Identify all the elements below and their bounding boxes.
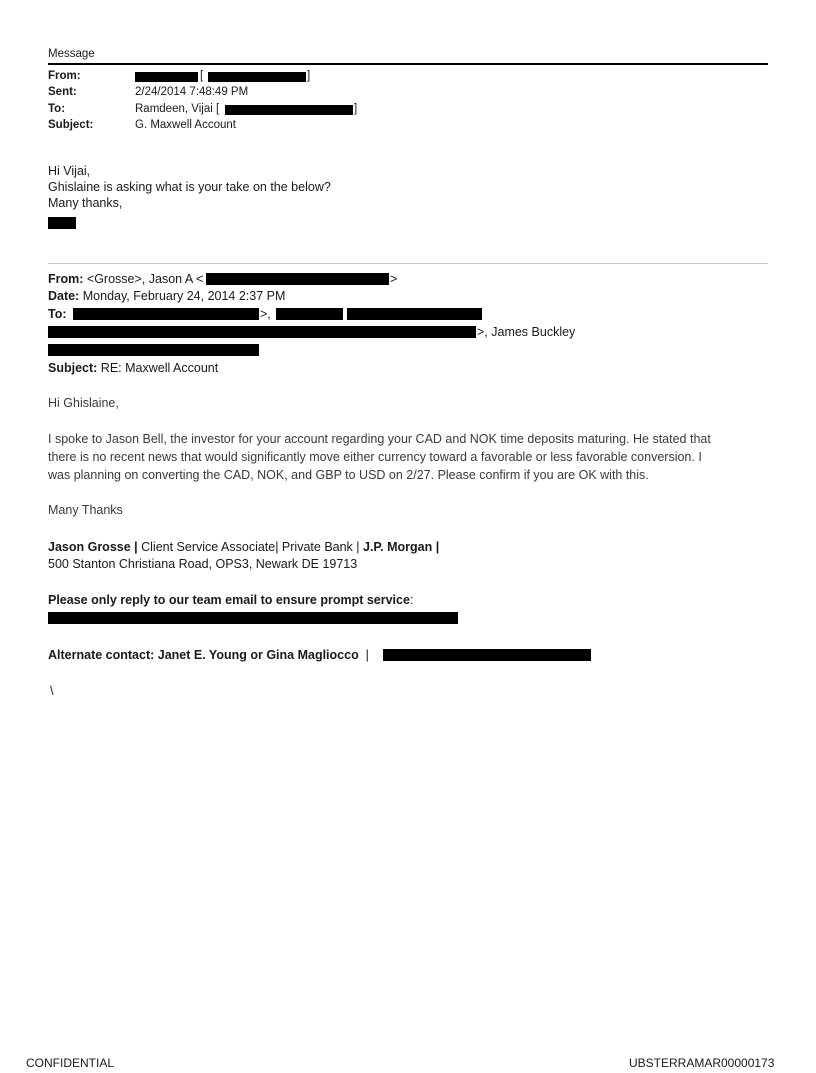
to-label: To: — [48, 103, 66, 115]
signature-line — [48, 540, 439, 554]
sig-role: Client Service Associate| Private Bank | — [137, 540, 363, 554]
fwd-to-james: >, James Buckley — [477, 325, 576, 339]
first-message-line: Ghislaine is asking what is your take on the below? — [48, 180, 331, 194]
alt-sep: | — [365, 648, 369, 662]
sig-name: Jason Grosse | — [48, 540, 138, 554]
fwd-from-label: From: — [48, 272, 84, 286]
subject-label: Subject: — [48, 119, 94, 131]
redaction-to-email — [225, 105, 353, 115]
redaction-fwd-to-3 — [347, 308, 482, 320]
reply-note: Please only reply to our team email to ensure prompt service — [48, 593, 410, 607]
redaction-from-email — [208, 72, 306, 82]
fwd-from-close: > — [390, 272, 398, 286]
redaction-fwd-to-2 — [276, 308, 343, 320]
fwd-subject-label: Subject: — [48, 361, 98, 375]
body-line-3: was planning on converting the CAD, NOK, and GBP to USD on 2/27. Please confirm if you are OK with this. — [48, 468, 649, 482]
to-bracket-close: ] — [354, 103, 358, 115]
body-line-1: I spoke to Jason Bell, the investor for your account regarding your CAD and NOK time deposits maturing. He stated that — [48, 432, 711, 446]
fwd-from-line — [48, 272, 203, 286]
fwd-to-line — [48, 307, 67, 321]
fwd-date-label: Date: — [48, 289, 80, 303]
from-bracket-close: ] — [307, 70, 311, 82]
fwd-date-line — [48, 289, 285, 303]
greeting-vijai: Hi Vijai, — [48, 164, 91, 178]
body-line-2: there is no recent news that would significantly move either currency toward a favorable or less favorable conversion. I — [48, 450, 702, 464]
redaction-alt-email — [383, 649, 591, 661]
alt-contact: Alternate contact: Janet E. Young or Gina Magliocco — [48, 648, 359, 662]
fwd-subject-line — [48, 361, 218, 375]
fwd-to-sep: >, — [260, 307, 271, 321]
stray-backslash: \ — [50, 684, 54, 698]
footer-confidential: CONFIDENTIAL — [26, 1056, 115, 1070]
footer-bates-number: UBSTERRAMAR00000173 — [629, 1056, 775, 1070]
redaction-signature — [48, 217, 76, 229]
many-thanks: Many Thanks — [48, 503, 123, 517]
alt-contact-line — [48, 648, 369, 662]
fwd-subject-value: RE: Maxwell Account — [100, 361, 219, 375]
subject-value: G. Maxwell Account — [135, 119, 236, 131]
fwd-from-value: <Grosse>, Jason A < — [86, 272, 204, 286]
sig-company: J.P. Morgan | — [363, 540, 440, 554]
first-message-closing: Many thanks, — [48, 196, 123, 210]
sent-value: 2/24/2014 7:48:49 PM — [135, 86, 249, 98]
fwd-date-value: Monday, February 24, 2014 2:37 PM — [82, 289, 286, 303]
from-label: From: — [48, 70, 81, 82]
redaction-fwd-from-email — [206, 273, 389, 285]
redaction-team-email — [48, 612, 458, 624]
forward-divider — [48, 263, 768, 264]
header-divider — [48, 63, 768, 65]
to-value: Ramdeen, Vijai [ — [135, 103, 220, 115]
message-label: Message — [48, 48, 95, 60]
redaction-from-name — [135, 72, 198, 82]
from-bracket-open: [ — [200, 70, 204, 82]
sig-address: 500 Stanton Christiana Road, OPS3, Newark DE 19713 — [48, 557, 358, 571]
redaction-fwd-to-5 — [48, 344, 259, 356]
reply-note-line — [48, 593, 413, 607]
reply-colon: : — [409, 593, 414, 607]
redaction-fwd-to-1 — [73, 308, 259, 320]
redaction-fwd-to-4 — [48, 326, 476, 338]
sent-label: Sent: — [48, 86, 77, 98]
fwd-to-label: To: — [48, 307, 67, 321]
greeting-ghislaine: Hi Ghislaine, — [48, 396, 119, 410]
